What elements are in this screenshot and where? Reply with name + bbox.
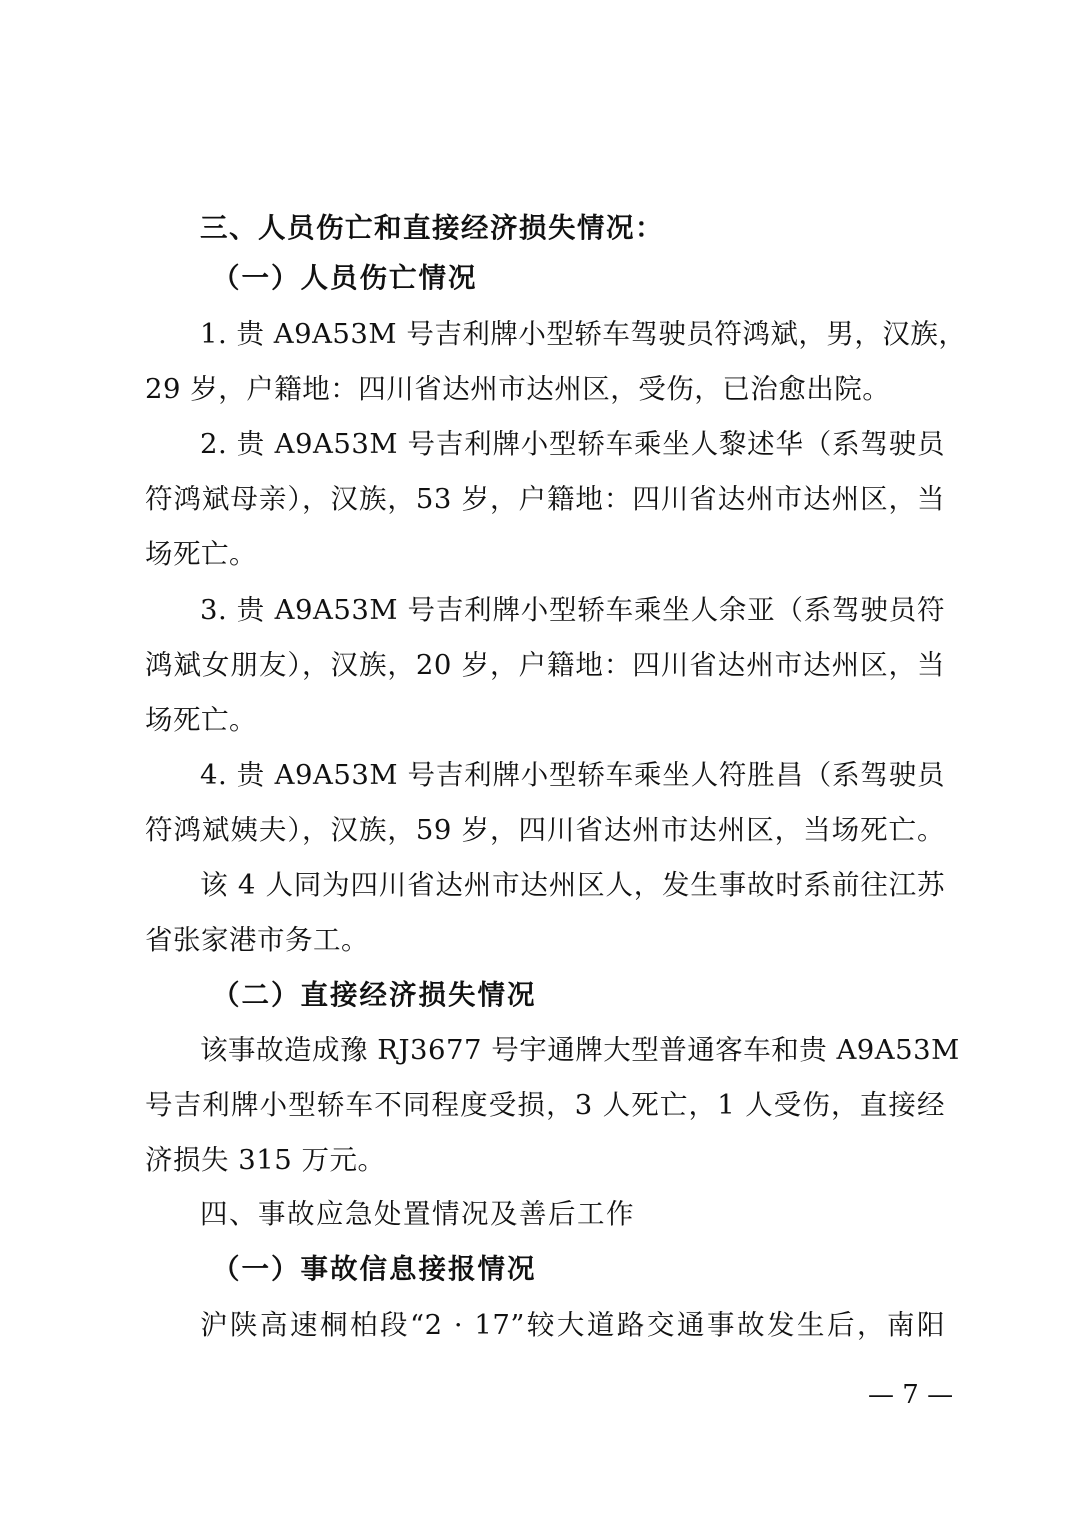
paragraph-line: 3. 贵 A9A53M 号吉利牌小型轿车乘坐人余亚（系驾驶员符 [200, 594, 945, 626]
subsection-heading: （二）直接经济损失情况 [212, 979, 537, 1011]
section-heading: 四、事故应急处置情况及善后工作 [200, 1198, 635, 1230]
paragraph-line: 2. 贵 A9A53M 号吉利牌小型轿车乘坐人黎述华（系驾驶员 [200, 428, 945, 460]
paragraph-line: 符鸿斌母亲），汉族，53 岁，户籍地：四川省达州市达州区，当 [145, 483, 945, 515]
paragraph-line: 1. 贵 A9A53M 号吉利牌小型轿车驾驶员符鸿斌，男，汉族， [200, 318, 967, 350]
paragraph-line: 济损失 315 万元。 [145, 1144, 386, 1176]
page-number: — 7 — [868, 1380, 954, 1410]
section-heading: 三、人员伤亡和直接经济损失情况： [200, 212, 664, 244]
paragraph-line: 省张家港市务工。 [145, 924, 369, 956]
paragraph-line: 场死亡。 [145, 538, 257, 570]
paragraph-line: 该事故造成豫 RJ3677 号宇通牌大型普通客车和贵 A9A53M [200, 1034, 960, 1066]
paragraph-line: 4. 贵 A9A53M 号吉利牌小型轿车乘坐人符胜昌（系驾驶员 [200, 759, 945, 791]
subsection-heading: （一）人员伤亡情况 [212, 262, 478, 294]
subsection-heading: （一）事故信息接报情况 [212, 1253, 537, 1285]
paragraph-line: 29 岁，户籍地：四川省达州市达州区，受伤，已治愈出院。 [145, 373, 891, 405]
paragraph-line: 场死亡。 [145, 704, 257, 736]
paragraph-line: 沪陕高速桐柏段“2 · 17”较大道路交通事故发生后，南阳 [200, 1309, 945, 1341]
paragraph-line: 鸿斌女朋友），汉族，20 岁，户籍地：四川省达州市达州区，当 [145, 649, 945, 681]
paragraph-line: 符鸿斌姨夫），汉族，59 岁，四川省达州市达州区，当场死亡。 [145, 814, 945, 846]
paragraph-line: 该 4 人同为四川省达州市达州区人，发生事故时系前往江苏 [200, 869, 945, 901]
paragraph-line: 号吉利牌小型轿车不同程度受损，3 人死亡，1 人受伤，直接经 [145, 1089, 945, 1121]
